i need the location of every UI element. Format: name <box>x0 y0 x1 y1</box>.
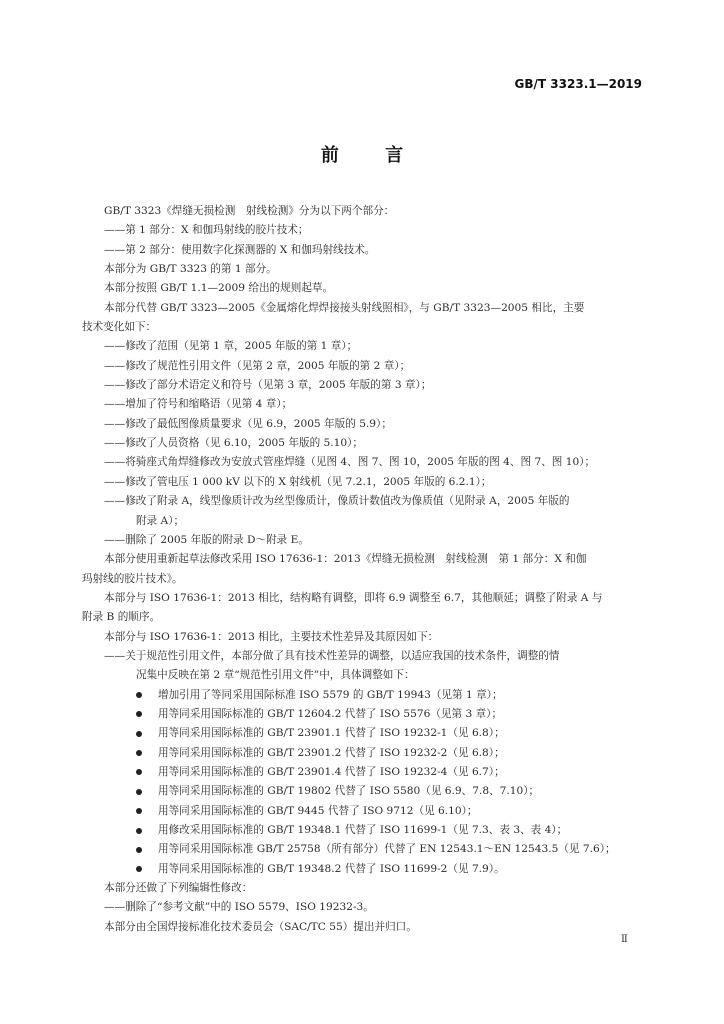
bullet-item <box>82 744 642 763</box>
paragraph-line: 技术变化如下： <box>82 321 157 334</box>
paragraph-line: ——删除了“参考文献”中的 ISO 5579、ISO 19232-3。 <box>104 901 374 914</box>
page-number: Ⅱ <box>621 934 628 945</box>
paragraph-line: 本部分与 ISO 17636-1：2013 相比，结构略有调整，即将 6.9 调整至 6.7，其他顺延；调整了附录 A 与 <box>104 591 603 604</box>
bullet-item <box>82 782 642 801</box>
paragraph-line: ——修改了规范性引用文件（见第 2 章，2005 年版的第 2 章）； <box>104 359 411 372</box>
paragraph-line: 玛射线的胶片技术》。 <box>82 572 183 585</box>
bullet-item <box>82 840 642 859</box>
paragraph-line: 本部分为 GB/T 3323 的第 1 部分。 <box>104 263 277 276</box>
bullet-text: 增加引用了等同采用国际标准 ISO 5579 的 GB/T 19943（见第 1 章）； <box>158 688 503 701</box>
bullet-text: 用等同采用国际标准 GB/T 25758（所有部分）代替了 EN 12543.1～EN 12543.5（见 7.6）； <box>158 843 616 856</box>
paragraph-line: ——修改了部分术语定义和符号（见第 3 章，2005 年版的第 3 章）； <box>104 379 432 392</box>
paragraph-line: ——修改了附录 A，线型像质计改为丝型像质计，像质计数值改为像质值（见附录 A，2005 年版的 <box>104 495 570 508</box>
paragraph-line: ——删除了 2005 年版的附录 D～附录 E。 <box>104 533 309 546</box>
standard-id: GB/T 3323.1—2019 <box>514 77 642 91</box>
paragraph-line: ——修改了范围（见第 1 章，2005 年版的第 1 章）； <box>104 340 358 353</box>
bullet-item <box>82 763 642 782</box>
bullet-dot-icon <box>136 828 142 834</box>
bullet-text: 用等同采用国际标准的 GB/T 23901.1 代替了 ISO 19232-1（见 6.8）； <box>158 727 505 740</box>
paragraph-line: 本部分还做了下列编辑性修改： <box>104 882 253 895</box>
paragraph-line: ——第 2 部分：使用数字化探测器的 X 和伽玛射线技术。 <box>104 243 376 256</box>
bullet-text: 用等同采用国际标准的 GB/T 9445 代替了 ISO 9712（见 6.10）； <box>158 804 478 817</box>
bullet-text: 用修改采用国际标准的 GB/T 19348.1 代替了 ISO 11699-1（见 7.3、表 3、表 4）； <box>158 824 568 836</box>
bullet-item <box>82 802 642 821</box>
bullet-item <box>82 724 642 743</box>
bullet-dot-icon <box>136 731 142 737</box>
bullet-dot-icon <box>136 847 142 853</box>
paragraph-line: 况集中反映在第 2 章“规范性引用文件”中，具体调整如下： <box>136 669 415 682</box>
paragraph-line: 附录 A）； <box>136 514 185 527</box>
paragraph-line: ——将骑座式角焊缝修改为安放式管座焊缝（见图 4、图 7、图 10，2005 年版的图 4、图 7、图 10）； <box>104 456 596 469</box>
bullet-item <box>82 821 642 840</box>
bullet-text: 用等同采用国际标准的 GB/T 23901.4 代替了 ISO 19232-4（见 6.7）； <box>158 765 505 778</box>
paragraph-line: ——关于规范性引用文件，本部分做了具有技术性差异的调整，以适应我国的技术条件，调整的情 <box>104 649 560 662</box>
paragraph-line: 本部分由全国焊接标准化技术委员会（SAC/TC 55）提出并归口。 <box>104 920 417 933</box>
paragraph-line: ——修改了人员资格（见 6.10，2005 年版的 5.10）； <box>104 437 364 450</box>
bullet-item <box>82 686 642 705</box>
bullet-item <box>82 705 642 724</box>
paragraph-line: 本部分按照 GB/T 1.1—2009 给出的规则起草。 <box>104 282 334 295</box>
bullet-text: 用等同采用国际标准的 GB/T 19802 代替了 ISO 5580（见 6.9、7.8、7.10）； <box>158 785 540 798</box>
bullet-item <box>82 860 642 879</box>
paragraph-line: ——增加了符号和缩略语（见第 4 章）； <box>104 398 293 411</box>
paragraph-line: 附录 B 的顺序。 <box>82 611 161 624</box>
bullet-text: 用等同采用国际标准的 GB/T 12604.2 代替了 ISO 5576（见第 3 章）； <box>158 707 503 720</box>
paragraph-line: ——第 1 部分：X 和伽玛射线的胶片技术； <box>104 224 309 237</box>
paragraph-line: ——修改了最低图像质量要求（见 6.9，2005 年版的 5.9）； <box>104 417 392 430</box>
document-body <box>82 202 642 937</box>
bullet-text: 用等同采用国际标准的 GB/T 19348.2 代替了 ISO 11699-2（见 7.9）。 <box>158 862 505 875</box>
paragraph-line: 本部分与 ISO 17636-1：2013 相比，主要技术性差异及其原因如下： <box>104 630 439 643</box>
bullet-dot-icon <box>136 789 142 795</box>
paragraph-line: GB/T 3323《焊缝无损检测 射线检测》分为以下两个部分： <box>104 205 395 217</box>
paragraph-line: 本部分使用重新起草法修改采用 ISO 17636-1：2013《焊缝无损检测 射线检测 第 1 部分：X 和伽 <box>104 553 587 566</box>
paragraph-line: ——修改了管电压 1 000 kV 以下的 X 射线机（见 7.2.1，2005 年版的 6.2.1）； <box>104 475 492 488</box>
paragraph-line: 本部分代替 GB/T 3323—2005《金属熔化焊焊接接头射线照相》，与 GB/T 3323—2005 相比，主要 <box>104 301 585 314</box>
page-title: 前 言 <box>320 145 424 166</box>
bullet-text: 用等同采用国际标准的 GB/T 23901.2 代替了 ISO 19232-2（见 6.8）； <box>158 746 505 759</box>
